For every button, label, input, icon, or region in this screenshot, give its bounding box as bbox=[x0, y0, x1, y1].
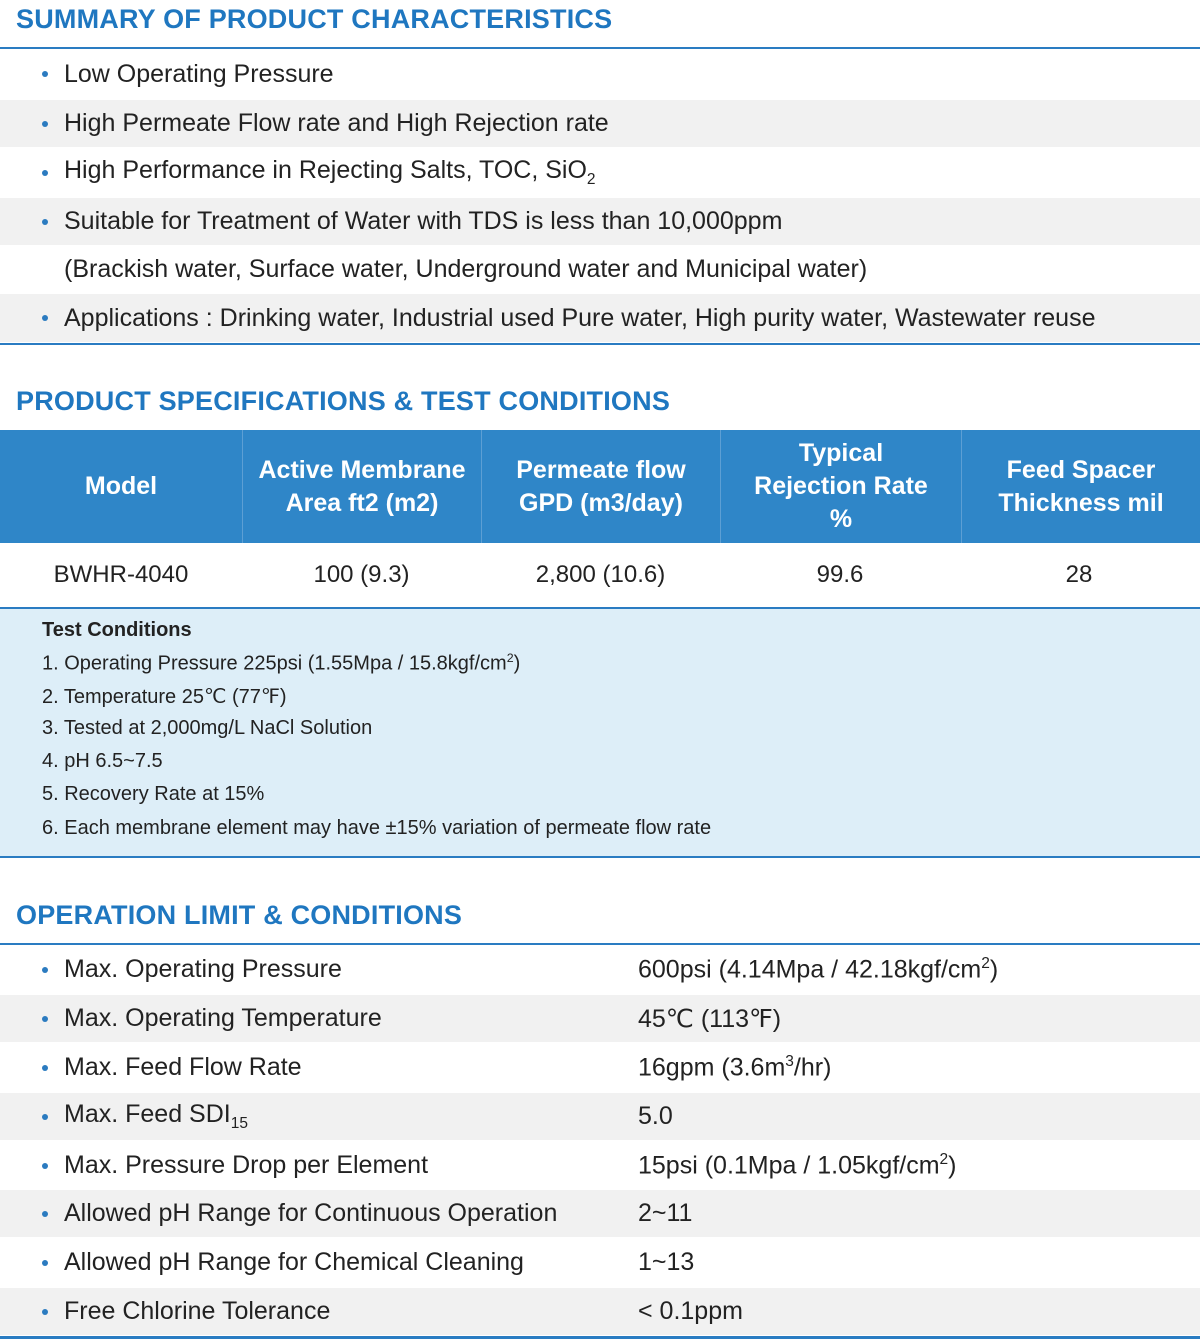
limit-value: 2~11 bbox=[638, 1199, 693, 1227]
condition-item: 5. Recovery Rate at 15% bbox=[42, 783, 265, 805]
header-model: Model bbox=[84, 472, 158, 500]
limit-row bbox=[0, 1044, 1200, 1091]
limit-row bbox=[0, 1093, 1200, 1140]
summary-top-rule bbox=[0, 47, 1200, 49]
condition-item: 6. Each membrane element may have ±15% variation of permeate flow rate bbox=[42, 817, 712, 839]
bullet-icon bbox=[42, 1260, 48, 1266]
bullet-icon bbox=[42, 71, 48, 77]
limit-value: 5.0 bbox=[638, 1102, 673, 1130]
cell-model: BWHR-4040 bbox=[53, 561, 189, 588]
cell-membrane-area: 100 (9.3) bbox=[313, 561, 410, 588]
bullet-icon bbox=[42, 1016, 48, 1022]
summary-item-continuation: (Brackish water, Surface water, Underground water and Municipal water) bbox=[64, 254, 868, 283]
cell-permeate-flow: 2,800 (10.6) bbox=[535, 561, 666, 588]
bullet-icon bbox=[42, 1211, 48, 1217]
summary-bottom-rule bbox=[0, 343, 1200, 345]
limit-value: 600psi $(4.14Mpa / 42.18kgf/cm^2)$ bbox=[638, 954, 999, 984]
limit-label: Allowed pH Range for Chemical Cleaning bbox=[64, 1248, 524, 1276]
bullet-icon bbox=[42, 967, 48, 973]
limit-value: < 0.1ppm bbox=[638, 1297, 743, 1325]
summary-title: SUMMARY OF PRODUCT CHARACTERISTICS bbox=[16, 4, 613, 34]
limit-row bbox=[0, 995, 1200, 1042]
summary-item: Suitable for Treatment of Water with TDS is less than 10,000ppm bbox=[0, 198, 1200, 245]
bullet-icon bbox=[42, 1163, 48, 1169]
bullet-icon bbox=[42, 219, 48, 225]
bullet-icon bbox=[42, 121, 48, 127]
test-conditions-panel bbox=[0, 609, 1200, 856]
limit-row bbox=[0, 1239, 1200, 1286]
header-spacer-thickness: Feed Spacer Thickness mil bbox=[961, 430, 1200, 543]
cell-spacer-thickness: 28 bbox=[1065, 561, 1093, 588]
test-conditions-title: Test Conditions bbox=[42, 619, 192, 641]
header-membrane-area: Active Membrane Area ft2 (m2) bbox=[242, 430, 481, 543]
limit-row bbox=[0, 946, 1200, 993]
conditions-bottom-rule bbox=[0, 856, 1200, 858]
limit-label: Max. Pressure Drop per Element bbox=[64, 1151, 429, 1179]
spec-table-header bbox=[0, 430, 1200, 543]
limit-label: Max. Feed Flow Rate bbox=[64, 1053, 302, 1081]
condition-item: 4. pH 6.5~7.5 bbox=[42, 750, 163, 772]
limit-row bbox=[0, 1190, 1200, 1237]
limit-row bbox=[0, 1142, 1200, 1189]
limit-label: Allowed pH Range for Continuous Operation bbox=[64, 1199, 558, 1227]
limits-bottom-rule bbox=[0, 1336, 1200, 1339]
limit-value: 15psi $(0.1Mpa / 1.05kgf/cm^2)$ bbox=[638, 1150, 957, 1180]
condition-item: 2. Temperature 25℃ (77℉) bbox=[42, 686, 287, 708]
limit-value: 1~13 bbox=[638, 1248, 695, 1276]
summary-item: High Permeate Flow rate and High Rejection rate bbox=[0, 100, 1200, 147]
cell-rejection-rate: 99.6 bbox=[816, 561, 864, 588]
limit-row bbox=[0, 1288, 1200, 1335]
limit-label: Max. Feed $SDI_{15}$ bbox=[64, 1100, 248, 1132]
limit-label: Max. Operating Temperature bbox=[64, 1004, 382, 1032]
limit-value: 16gpm $(3.6m^3/hr)$ bbox=[638, 1052, 832, 1082]
summary-item: Low Operating Pressure bbox=[0, 50, 1200, 98]
bullet-icon bbox=[42, 1114, 48, 1120]
limit-label: Max. Operating Pressure bbox=[64, 955, 342, 983]
condition-item: 3. Tested at 2,000mg/L NaCl Solution bbox=[42, 717, 373, 739]
bullet-icon bbox=[42, 1065, 48, 1071]
bullet-icon bbox=[42, 170, 48, 176]
limit-label: Free Chlorine Tolerance bbox=[64, 1297, 331, 1325]
header-rejection-rate: Typical Rejection Rate % bbox=[720, 430, 961, 543]
bullet-icon bbox=[42, 315, 48, 321]
limits-top-rule bbox=[0, 943, 1200, 945]
bullet-icon bbox=[42, 1309, 48, 1315]
limits-title: OPERATION LIMIT & CONDITIONS bbox=[16, 900, 463, 930]
specs-title: PRODUCT SPECIFICATIONS & TEST CONDITIONS bbox=[16, 386, 671, 416]
spec-table-row bbox=[0, 543, 1200, 607]
limit-value: 45℃ (113℉) bbox=[638, 1004, 782, 1033]
summary-item: High Performance in Rejecting Salts, TOC, SiO$_2$ bbox=[0, 149, 1200, 196]
condition-item: 1. Operating Pressure 225psi $(1.55Mpa / 15.8kgf/cm^2)$ bbox=[42, 651, 521, 675]
header-permeate-flow: Permeate flow GPD (m3/day) bbox=[481, 430, 720, 543]
summary-item: Applications : Drinking water, Industrial used Pure water, High purity water, Wastewater reuse bbox=[0, 294, 1200, 342]
